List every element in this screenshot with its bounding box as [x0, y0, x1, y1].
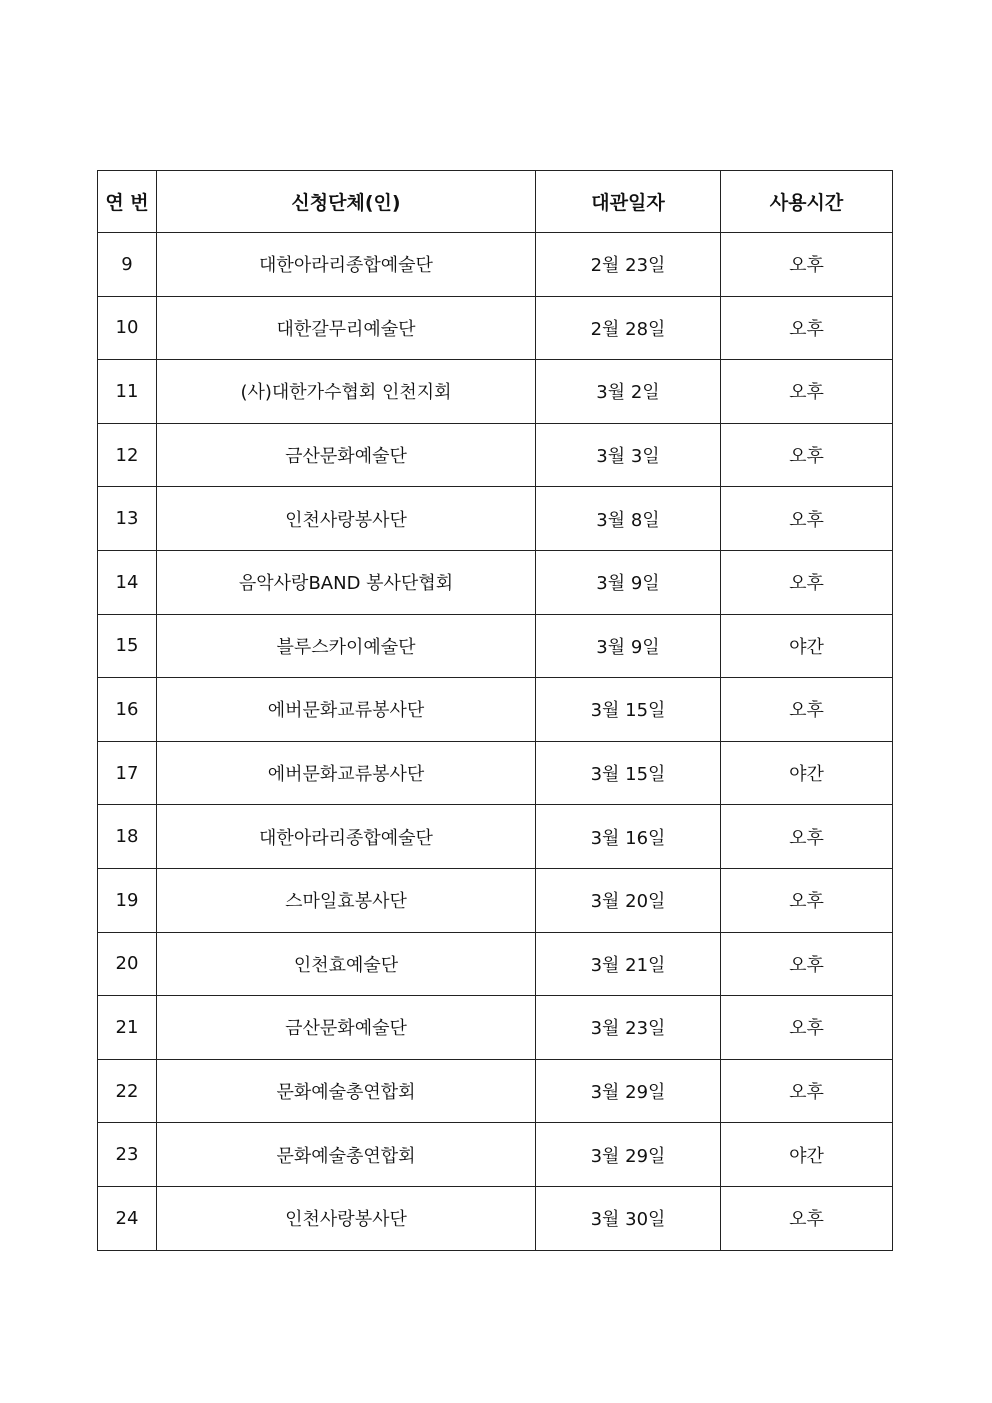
table-row [98, 296, 893, 360]
cell-usage-time: 오후 [721, 1059, 893, 1123]
header-usage-time: 사용시간 [721, 171, 893, 233]
table-row [98, 360, 893, 424]
cell-rental-date: 3월 16일 [536, 805, 721, 869]
cell-usage-time: 오후 [721, 868, 893, 932]
table-row [98, 550, 893, 614]
cell-no: 21 [98, 996, 157, 1060]
cell-organization: 에버문화교류봉사단 [157, 678, 536, 742]
cell-rental-date: 2월 23일 [536, 233, 721, 297]
table-row [98, 1123, 893, 1187]
cell-usage-time: 오후 [721, 360, 893, 424]
cell-organization: 음악사랑BAND 봉사단협회 [157, 550, 536, 614]
cell-usage-time: 오후 [721, 423, 893, 487]
cell-organization: 스마일효봉사단 [157, 868, 536, 932]
cell-organization: (사)대한가수협회 인천지회 [157, 360, 536, 424]
cell-rental-date: 3월 2일 [536, 360, 721, 424]
cell-organization: 인천사랑봉사단 [157, 1186, 536, 1250]
cell-usage-time: 오후 [721, 487, 893, 551]
header-rental-date: 대관일자 [536, 171, 721, 233]
cell-no: 9 [98, 233, 157, 297]
cell-usage-time: 오후 [721, 1186, 893, 1250]
cell-rental-date: 3월 15일 [536, 741, 721, 805]
cell-usage-time: 오후 [721, 678, 893, 742]
cell-rental-date: 3월 3일 [536, 423, 721, 487]
cell-organization: 금산문화예술단 [157, 996, 536, 1060]
cell-no: 23 [98, 1123, 157, 1187]
cell-no: 10 [98, 296, 157, 360]
cell-no: 16 [98, 678, 157, 742]
cell-organization: 인천효예술단 [157, 932, 536, 996]
table-row [98, 741, 893, 805]
table-row [98, 678, 893, 742]
cell-no: 12 [98, 423, 157, 487]
cell-usage-time: 야간 [721, 1123, 893, 1187]
table-row [98, 996, 893, 1060]
cell-no: 18 [98, 805, 157, 869]
table-row [98, 868, 893, 932]
table-row [98, 423, 893, 487]
cell-usage-time: 야간 [721, 741, 893, 805]
cell-no: 20 [98, 932, 157, 996]
header-organization: 신청단체(인) [157, 171, 536, 233]
cell-no: 24 [98, 1186, 157, 1250]
cell-rental-date: 3월 21일 [536, 932, 721, 996]
table-row [98, 233, 893, 297]
cell-rental-date: 3월 9일 [536, 614, 721, 678]
table-header-row [98, 171, 893, 233]
cell-usage-time: 오후 [721, 932, 893, 996]
cell-rental-date: 3월 23일 [536, 996, 721, 1060]
cell-organization: 블루스카이예술단 [157, 614, 536, 678]
cell-no: 11 [98, 360, 157, 424]
cell-no: 15 [98, 614, 157, 678]
table-row [98, 1059, 893, 1123]
cell-no: 13 [98, 487, 157, 551]
cell-usage-time: 오후 [721, 296, 893, 360]
cell-organization: 대한아라리종합예술단 [157, 233, 536, 297]
cell-rental-date: 2월 28일 [536, 296, 721, 360]
cell-no: 14 [98, 550, 157, 614]
cell-organization: 금산문화예술단 [157, 423, 536, 487]
cell-organization: 대한갈무리예술단 [157, 296, 536, 360]
cell-rental-date: 3월 29일 [536, 1059, 721, 1123]
cell-rental-date: 3월 15일 [536, 678, 721, 742]
cell-usage-time: 오후 [721, 996, 893, 1060]
table-row [98, 932, 893, 996]
cell-organization: 인천사랑봉사단 [157, 487, 536, 551]
cell-organization: 문화예술총연합회 [157, 1123, 536, 1187]
table-row [98, 1186, 893, 1250]
cell-rental-date: 3월 9일 [536, 550, 721, 614]
cell-rental-date: 3월 30일 [536, 1186, 721, 1250]
header-no: 연 번 [98, 171, 157, 233]
table-row [98, 805, 893, 869]
cell-usage-time: 야간 [721, 614, 893, 678]
table-row [98, 487, 893, 551]
cell-rental-date: 3월 20일 [536, 868, 721, 932]
cell-organization: 대한아라리종합예술단 [157, 805, 536, 869]
cell-no: 22 [98, 1059, 157, 1123]
rental-schedule-table [97, 170, 893, 1251]
cell-usage-time: 오후 [721, 550, 893, 614]
cell-no: 19 [98, 868, 157, 932]
cell-usage-time: 오후 [721, 233, 893, 297]
cell-organization: 문화예술총연합회 [157, 1059, 536, 1123]
cell-no: 17 [98, 741, 157, 805]
cell-rental-date: 3월 8일 [536, 487, 721, 551]
cell-organization: 에버문화교류봉사단 [157, 741, 536, 805]
cell-usage-time: 오후 [721, 805, 893, 869]
cell-rental-date: 3월 29일 [536, 1123, 721, 1187]
table-row [98, 614, 893, 678]
